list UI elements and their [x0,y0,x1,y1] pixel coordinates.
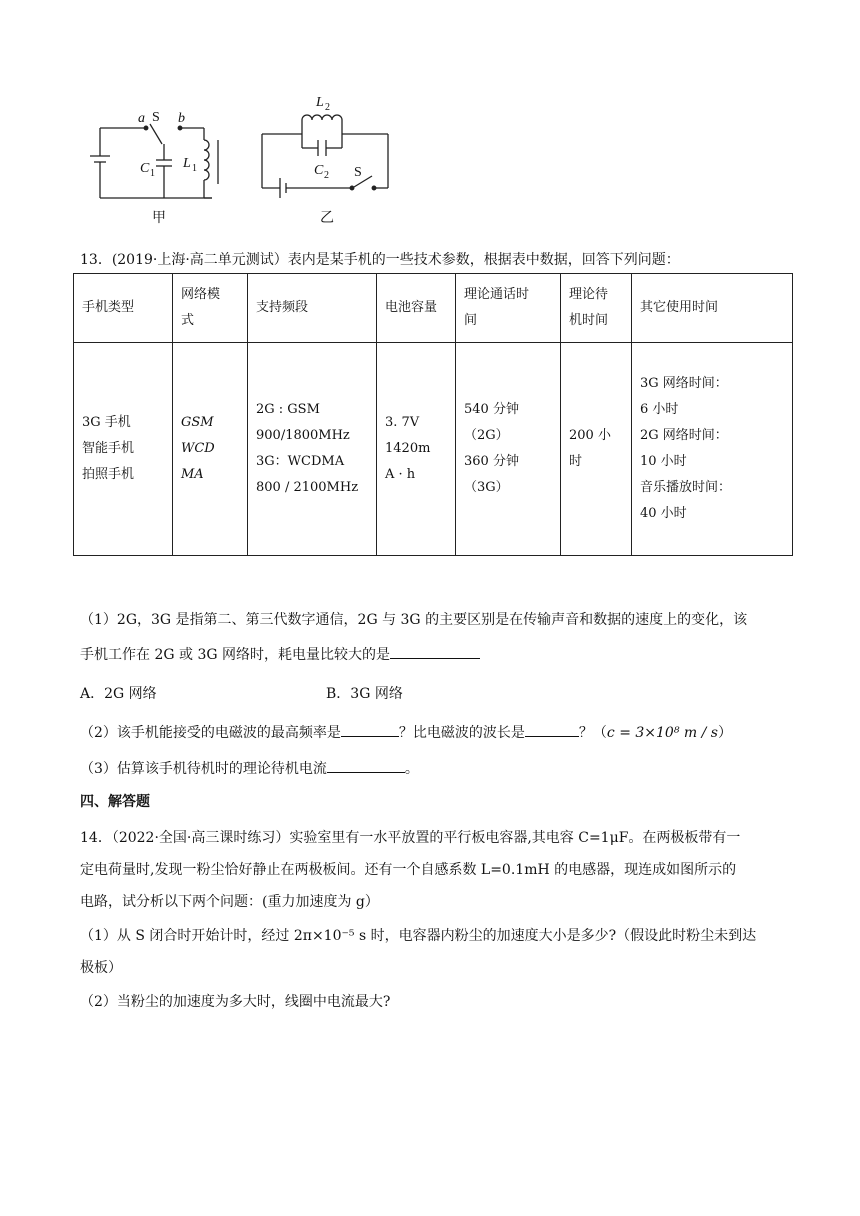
header-text: 理论通话时 [464,287,530,302]
cell-text: 200 小 [569,428,611,443]
q13-part2 [80,722,732,743]
q13-part2-text-d: ） [717,725,732,741]
cell-other-usage-time [632,343,793,556]
cell-text: （2G） [464,428,509,443]
caption-jia: 甲 [152,211,166,226]
q13-option-a[interactable]: A．2G 网络 [80,686,157,702]
header-text: 电池容量 [385,300,438,315]
header-cell [248,274,377,343]
q13-part2-text-a: （2）该手机能接受的电磁波的最高频率是 [80,725,341,741]
label-c1: C [140,161,150,176]
cell-text: 时 [569,454,583,469]
cell-text: 540 分钟 [464,402,519,417]
cell-text: 1420m [385,441,431,456]
cell-text: 2G 网络时间： [640,428,728,443]
answer-blank[interactable] [327,758,405,773]
label-l2-sub: 2 [325,102,330,113]
cell-text: 10 小时 [640,454,687,469]
cell-network-mode [173,343,248,556]
header-text: 网络模 [181,287,221,302]
label-switch-s-right: S [354,165,362,180]
speed-of-light-formula: c = 3×10⁸ m / s [606,725,718,741]
cell-text: 拍照手机 [82,467,135,482]
header-cell [456,274,561,343]
cell-text: （3G） [464,480,509,495]
cell-text: 6 小时 [640,402,679,417]
label-b: b [178,111,185,126]
cell-text: 音乐播放时间： [640,480,732,495]
q14-line3: 电路，试分析以下两个问题：(重力加速度为 g） [80,894,379,910]
q13-part3 [80,758,419,779]
label-l1-sub: 1 [192,163,197,174]
header-text: 间 [464,313,478,328]
header-text: 支持频段 [256,300,309,315]
cell-text: WCD [181,441,215,456]
header-cell [561,274,632,343]
q13-part2-text-c: ？（ [578,725,607,741]
label-l2: L [316,95,324,110]
header-cell [377,274,456,343]
header-text: 理论待 [569,287,609,302]
header-cell [632,274,793,343]
cell-text: 3G 网络时间： [640,376,728,391]
q13-part3-text: （3）估算该手机待机时的理论待机电流 [80,761,327,777]
cell-frequency-bands [248,343,377,556]
q13-part1-line1: （1）2G，3G 是指第二、第三代数字通信，2G 与 3G 的主要区别是在传输声音和数据的速度上的变化，该 [80,612,748,628]
header-text: 其它使用时间 [640,300,719,315]
cell-text: 900/1800MHz [256,428,350,443]
cell-text: 3G 手机 [82,415,131,430]
cell-text: GSM [181,415,214,430]
q13-option-b[interactable]: B．3G 网络 [326,686,403,702]
header-text: 手机类型 [82,300,135,315]
section-heading: 四、解答题 [80,794,150,810]
q13-part1-line2 [80,644,480,665]
cell-text: 800 / 2100MHz [256,480,359,495]
q14-part1-line1: （1）从 S 闭合时开始计时，经过 2π×10⁻⁵ s 时，电容器内粉尘的加速度大小是多少?（假设此时粉尘未到达 [80,928,757,944]
label-l1: L [183,156,191,171]
cell-text: 2G : GSM [256,402,320,417]
cell-talk-time [456,343,561,556]
answer-blank[interactable] [390,644,480,659]
q14-part2: （2）当粉尘的加速度为多大时，线圈中电流最大? [80,994,391,1010]
answer-blank[interactable] [525,722,579,737]
cell-standby-time [561,343,632,556]
header-cell [173,274,248,343]
cell-text: 智能手机 [82,441,135,456]
label-a: a [138,111,145,126]
circuit-diagram-svg [80,88,420,238]
label-c1-sub: 1 [150,168,155,179]
table-data-row [74,343,793,556]
q14-line1: 14．（2022·全国·高三课时练习）实验室里有一水平放置的平行板电容器,其电容 C=1μF。在两极板带有一 [80,830,741,846]
q13-part2-text-b: ？比电磁波的波长是 [398,725,525,741]
cell-text: 360 分钟 [464,454,519,469]
cell-text: 40 小时 [640,506,687,521]
q13-part3-end: 。 [404,761,419,777]
header-cell [74,274,173,343]
label-switch-s-left: S [152,110,160,125]
label-c2: C [314,163,324,178]
cell-text: MA [181,467,204,482]
cell-text: 3. 7V [385,415,420,430]
q14-line2: 定电荷量时,发现一粉尘恰好静止在两极板间。还有一个自感系数 L=0.1mH 的电感器，现连成如图所示的 [80,862,737,878]
caption-yi: 乙 [320,211,334,226]
q13-intro: 13．(2019·上海·高二单元测试）表内是某手机的一些技术参数，根据表中数据，回答下列问题： [80,252,680,268]
cell-text: 3G：WCDMA [256,454,345,469]
circuit-figures [80,88,420,238]
answer-blank[interactable] [341,722,399,737]
table-header-row [74,274,793,343]
q14-part1-line2: 极板） [80,960,122,976]
q13-part1-text: 手机工作在 2G 或 3G 网络时，耗电量比较大的是 [80,647,390,663]
cell-text: A · h [385,467,416,482]
cell-battery-capacity [377,343,456,556]
header-text: 式 [181,313,195,328]
cell-phone-type [74,343,173,556]
header-text: 机时间 [569,313,609,328]
label-c2-sub: 2 [324,170,329,181]
phone-spec-table [73,273,793,556]
